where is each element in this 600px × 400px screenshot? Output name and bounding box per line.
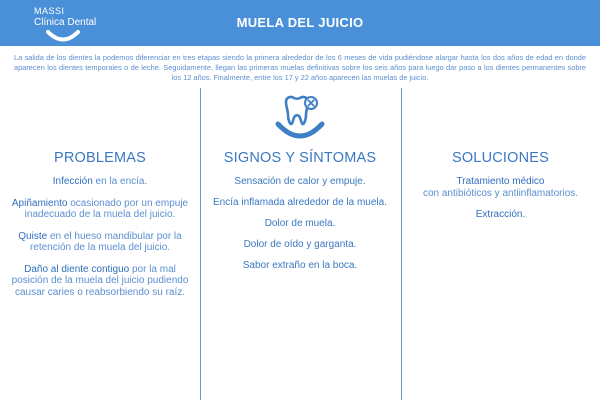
problem-item-strong: Quiste bbox=[18, 230, 48, 242]
problem-item bbox=[0, 264, 200, 299]
logo-subtitle: Clínica Dental bbox=[34, 17, 97, 28]
solutions-title: SOLUCIONES bbox=[451, 150, 550, 166]
symptoms-title: SIGNOS Y SÍNTOMAS bbox=[223, 150, 377, 166]
problems-title: PROBLEMAS bbox=[53, 150, 147, 166]
symptom-item: Dolor de oído y garganta. bbox=[243, 239, 357, 250]
problem-item-strong: Daño al diente contiguo bbox=[24, 263, 130, 275]
symptom-item: Encía inflamada alrededor de la muela. bbox=[213, 197, 387, 208]
symptoms-column bbox=[200, 150, 400, 281]
page-title: MUELA DEL JUICIO bbox=[236, 15, 364, 30]
clinic-logo bbox=[34, 6, 104, 44]
logo-name: MASSI bbox=[34, 6, 65, 16]
problem-item-text: por la mal posición de la muela del juicio pudiendo causar caries o reabsorbiendo su raíz. bbox=[11, 263, 189, 298]
column-divider-right bbox=[401, 88, 402, 400]
symptom-item: Dolor de muela. bbox=[264, 218, 336, 229]
problem-item-text: en la encía. bbox=[92, 176, 148, 187]
problem-item-text: en el hueso mandibular por la retención de la muela del juicio. bbox=[29, 230, 182, 253]
problem-item bbox=[0, 198, 200, 221]
problems-column bbox=[0, 150, 200, 308]
problem-item-text: ocasionado por un empuje inadecuado de la muela del juicio. bbox=[24, 197, 189, 220]
solution-item bbox=[401, 176, 600, 199]
problem-item bbox=[0, 231, 200, 254]
solution-item-strong: Tratamiento médico bbox=[456, 176, 545, 187]
symptom-item: Sensación de calor y empuje. bbox=[234, 176, 366, 187]
smile-icon bbox=[46, 29, 80, 43]
problem-item-strong: Apiñamiento bbox=[11, 197, 68, 209]
symptom-item: Sabor extraño en la boca. bbox=[242, 260, 358, 271]
solutions-column bbox=[401, 150, 600, 231]
intro-paragraph: La salida de los dientes la podemos diferenciar en tres etapas siendo la primera alrededor de los 6 meses de vida pudiéndose alargar hasta los dos años de edad en donde aparecen los dientes temporales o de leche. Seguidamente, llegan las primeras muelas definitivas sobre los seis años para luego dar paso a los dientes permanentes sobre los 12 años. Finalmente, entre los 17 y 22 años aparecen las muelas de juicio. bbox=[14, 53, 586, 83]
problem-item-strong: Infección bbox=[52, 176, 93, 187]
problem-item bbox=[0, 176, 200, 188]
solution-item-text: con antibióticos y antiinflamatorios. bbox=[422, 187, 579, 199]
tooth-with-x-icon bbox=[272, 94, 328, 142]
header-bar bbox=[0, 0, 600, 46]
solution-item-strong: Extracción. bbox=[475, 209, 526, 220]
solution-item bbox=[401, 209, 600, 221]
